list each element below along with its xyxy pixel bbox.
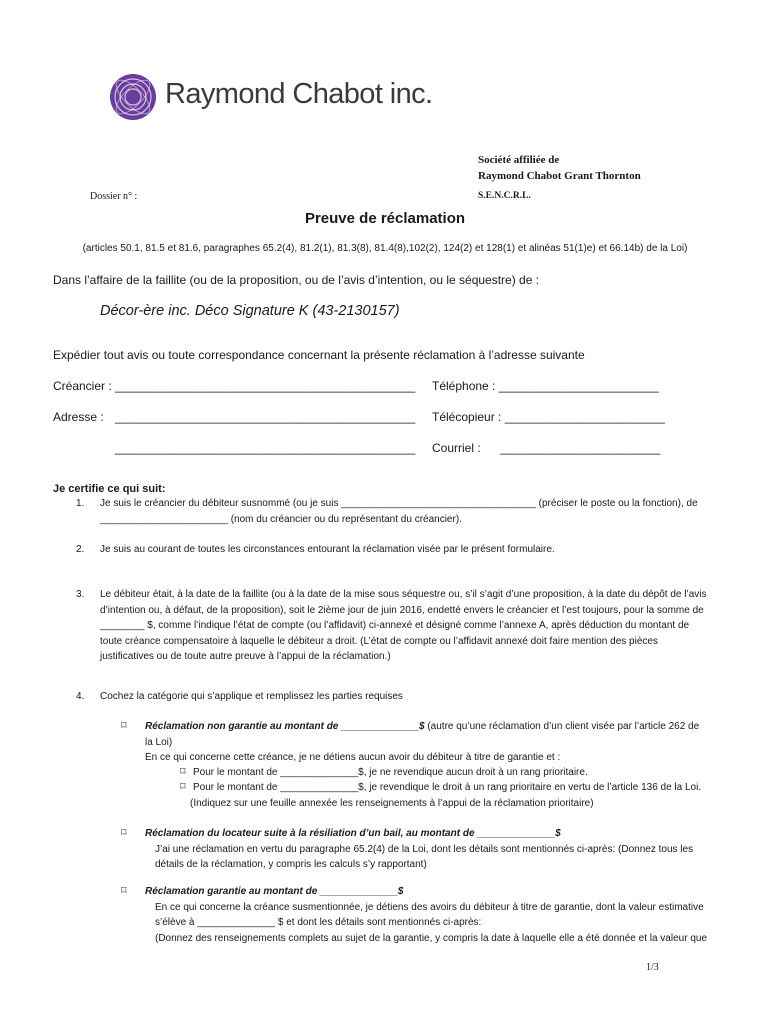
affaire-statement: Dans l’affaire de la faillite (ou de la proposition, ou de l’avis d’intention, ou le séquestre) de : <box>53 273 540 287</box>
text-line: détails de la réclamation, y compris les calculs s’y rapportant) <box>155 859 427 870</box>
certify-heading: Je certifie ce qui suit: <box>53 483 166 495</box>
unsecured-claim-checkbox[interactable]: ⌑ <box>121 720 127 732</box>
non-priority-checkbox[interactable]: ⌑ <box>180 766 186 778</box>
logo-wordmark: Raymond Chabot inc. <box>165 78 433 110</box>
text-line <box>145 719 699 735</box>
text-line: Je suis le créancier du débiteur susnommé (ou je suis ___________________________________ (préciser le poste ou la fonction), de <box>100 498 698 509</box>
address-label: Adresse : <box>53 410 104 424</box>
text-line: Cochez la catégorie qui s’applique et remplissez les parties requises <box>100 691 403 702</box>
text-line: (Donnez des renseignements complets au sujet de la garantie, y compris la date à laquelle elle a été donnée et la valeur que <box>155 932 708 944</box>
item-number: 3. <box>76 589 85 600</box>
affiliation-line: Société affiliée de <box>478 154 560 166</box>
text-line: _______________________ (nom du créancier ou du représentant du créancier). <box>100 513 462 525</box>
debtor-name: Décor-ère inc. Déco Signature K (43-2130157) <box>100 303 400 319</box>
logo-mark-icon <box>108 72 158 122</box>
text-line: justificatives ou de toute autre preuve à l’appui de la réclamation.) <box>100 651 391 662</box>
secured-claim-heading: Réclamation garantie au montant de ______________$ <box>145 886 404 897</box>
email-label: Courriel : <box>432 441 481 455</box>
address-field-line-2[interactable]: _____________________________________________ <box>115 441 416 455</box>
non-priority-option: Pour le montant de ______________$, je ne revendique aucun droit à un rang prioritaire. <box>193 767 588 778</box>
telephone-field[interactable]: Téléphone : ________________________ <box>432 379 659 393</box>
item-1-text <box>100 496 698 527</box>
affiliation-block <box>478 152 641 204</box>
priority-checkbox[interactable]: ⌑ <box>180 781 186 793</box>
text-line: En ce qui concerne la créance susmentionnée, je détiens des avoirs du débiteur à titre de garantie, dont la valeur estimative <box>155 901 704 913</box>
text-line: J’ai une réclamation en vertu du paragraphe 65.2(4) de la Loi, dont les détails sont mentionnés ci-après: (Donnez tous les <box>155 843 694 855</box>
landlord-claim-heading: Réclamation du locateur suite à la résiliation d’un bail, au montant de ______________$ <box>145 828 561 839</box>
landlord-claim-section <box>145 826 693 873</box>
page-number: 1/3 <box>646 962 659 973</box>
text-line: la Loi) <box>145 736 173 748</box>
secured-claim-checkbox[interactable]: ⌑ <box>121 885 127 897</box>
text-line: Je suis au courant de toutes les circonstances entourant la réclamation visée par le présent formulaire. <box>100 544 555 555</box>
item-number: 2. <box>76 544 85 555</box>
priority-option: Pour le montant de ______________$, je revendique le droit à un rang prioritaire en vertu de l’article 136 de la Loi. <box>193 782 702 793</box>
page-title: Preuve de réclamation <box>304 210 466 227</box>
text-line: toute créance compensatoire à laquelle le débiteur a droit. (L’état de compte ou l’affidavit annexé doit faire mention des pièces <box>100 635 658 647</box>
creditor-field[interactable]: Créancier : _____________________________________________ <box>53 379 416 393</box>
item-number: 1. <box>76 498 85 509</box>
text-line: Le débiteur était, à la date de la faillite (ou à la date de la mise sous séquestre ou, s’il s’agit d’une proposition, à la date du dépôt de l’avis <box>100 589 707 600</box>
item-2-text <box>100 542 555 558</box>
affiliation-line: Raymond Chabot Grant Thornton <box>478 170 641 182</box>
fax-field[interactable]: Télécopieur : ________________________ <box>432 410 665 424</box>
email-field[interactable]: ________________________ <box>500 441 661 455</box>
secured-claim-section <box>145 884 707 946</box>
text-fragment: (autre qu’une réclamation d’un client visée par l’article 262 de <box>424 721 700 732</box>
dossier-number-label: Dossier n° : <box>90 191 138 202</box>
landlord-claim-checkbox[interactable]: ⌑ <box>121 827 127 839</box>
articles-reference: (articles 50.1, 81.5 et 81.6, paragraphes 65.2(4), 81.2(1), 81.3(8), 81.4(8),102(2), 124(2) et 128(1) et alinéas 51(1)e) et 66.14b) de la Loi) <box>82 243 688 254</box>
text-line: ________ $, comme l’indique l’état de compte (ou l’affidavit) ci-annexé et désigné comme l’annexe A, après déduction du montant de <box>100 620 690 631</box>
address-field-line-1[interactable]: _____________________________________________ <box>115 410 416 424</box>
mailing-instruction: Expédier tout avis ou toute correspondance concernant la présente réclamation à l’adresse suivante <box>53 348 585 362</box>
text-line: d’intention ou, à défaut, de la proposition), soit le 2ième jour de juin 2016, endetté envers le créancier et l’est toujours, pour la somme de <box>100 604 704 616</box>
unsecured-claim-section <box>145 719 699 766</box>
text-line: En ce qui concerne cette créance, je ne détiens aucun avoir du débiteur à titre de garantie et : <box>145 752 561 763</box>
item-3-text <box>100 587 707 665</box>
item-number: 4. <box>76 691 85 702</box>
affiliation-line: S.E.N.C.R.L. <box>478 191 531 201</box>
text-line: s’élève à ______________ $ et dont les détails sont mentionnés ci-après: <box>155 917 482 928</box>
item-4-text <box>100 689 403 705</box>
priority-note: (Indiquez sur une feuille annexée les renseignements à l’appui de la réclamation prioritaire) <box>190 798 594 809</box>
unsecured-claim-heading: Réclamation non garantie au montant de ______________$ <box>145 721 425 732</box>
